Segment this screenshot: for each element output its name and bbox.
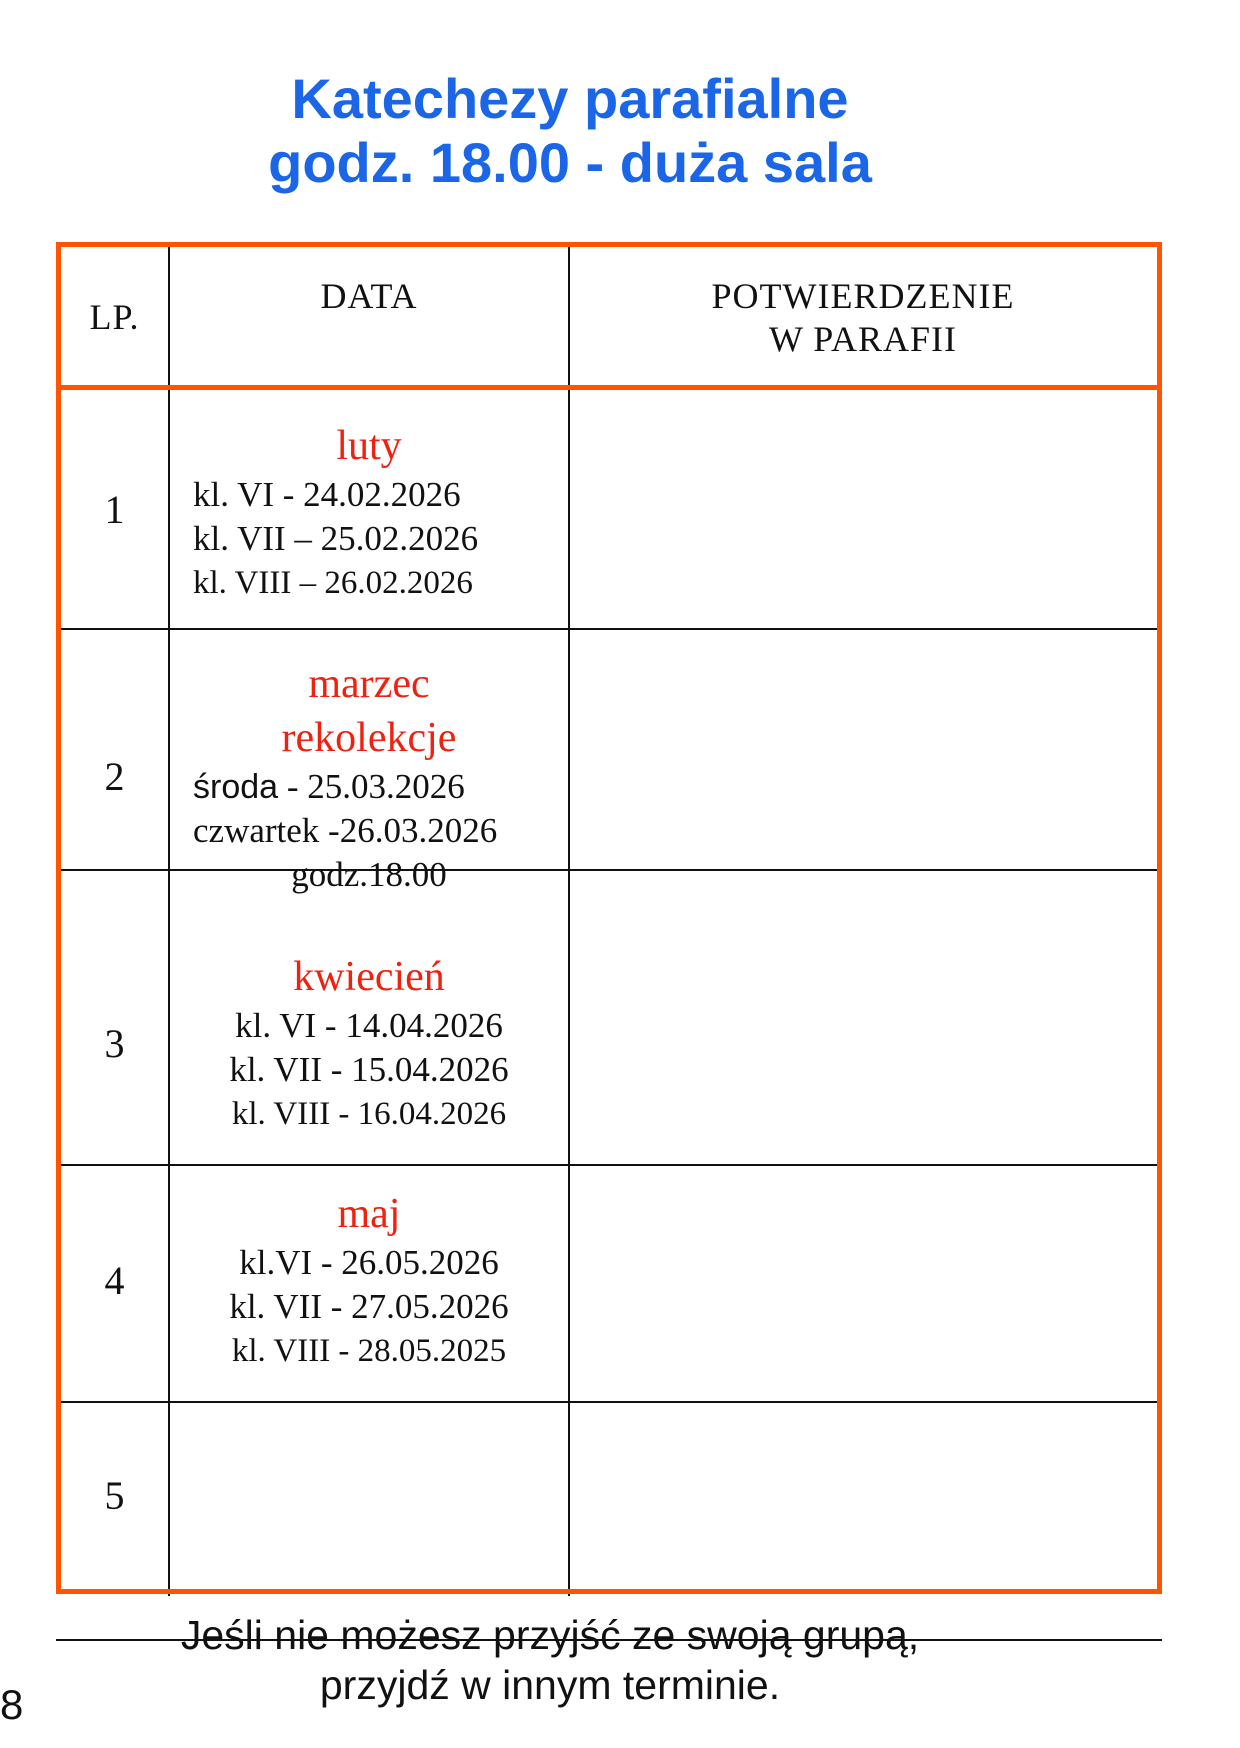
- header-lp-label: LP.: [89, 296, 140, 337]
- row-number-label: 5: [104, 1472, 125, 1518]
- date-line: kl.VI - 26.05.2026: [239, 1243, 499, 1282]
- row-number-label: 2: [104, 754, 125, 799]
- row-confirmation-cell[interactable]: [570, 1162, 1156, 1398]
- row-number: [61, 925, 168, 1161]
- header-data: [170, 247, 568, 387]
- month-label: kwiecień: [293, 954, 445, 1000]
- row-number-label: 4: [104, 1257, 125, 1303]
- row-number-label: 1: [104, 486, 125, 532]
- header-data-label: DATA: [320, 276, 418, 316]
- month-label: marzec: [308, 660, 430, 707]
- row-confirmation-cell[interactable]: [570, 1400, 1156, 1590]
- row-confirmation-cell[interactable]: [570, 925, 1156, 1161]
- header-confirmation: [570, 247, 1156, 387]
- row-number: [61, 630, 168, 923]
- date-line: kl. VII - 27.05.2026: [229, 1287, 509, 1326]
- date-value: - 25.03.2026: [278, 766, 465, 806]
- month-subtitle: rekolekcje: [281, 714, 457, 761]
- date-line: kl. VI - 24.02.2026: [193, 475, 461, 514]
- row-confirmation-cell[interactable]: [570, 630, 1156, 923]
- weekday-label: środa: [193, 767, 279, 806]
- header-confirmation-line-1: POTWIERDZENIE: [711, 276, 1015, 316]
- time-line: godz.18.00: [291, 854, 447, 894]
- row-confirmation-cell[interactable]: [570, 390, 1156, 628]
- header-lp: [61, 247, 168, 387]
- date-line: kl. VIII - 16.04.2026: [231, 1096, 507, 1132]
- date-line: kl. VII - 15.04.2026: [229, 1050, 509, 1089]
- header-confirmation-line-2: W PARAFII: [768, 319, 958, 359]
- row-number: [61, 1400, 168, 1590]
- date-line: czwartek -26.03.2026: [193, 810, 498, 850]
- page-number: 8: [0, 1681, 24, 1728]
- row-date-cell[interactable]: [170, 1400, 568, 1590]
- row-number-label: 3: [104, 1020, 125, 1066]
- date-line: [193, 765, 465, 809]
- date-line: kl. VIII - 28.05.2025: [231, 1333, 507, 1369]
- row-number: [61, 390, 168, 628]
- date-line: kl. VII – 25.02.2026: [193, 519, 479, 558]
- footer-note-line-1: Jeśli nie możesz przyjść ze swoją grupą,: [180, 1612, 920, 1658]
- row-date-cell: [170, 1162, 568, 1398]
- date-line: kl. VI - 14.04.2026: [235, 1006, 503, 1045]
- page-title-line-2: godz. 18.00 - duża sala: [268, 131, 872, 194]
- month-label: maj: [337, 1191, 401, 1237]
- row-date-cell: [170, 925, 568, 1161]
- date-line: kl. VIII – 26.02.2026: [193, 565, 473, 601]
- month-label: luty: [336, 423, 402, 469]
- page-title-line-1: Katechezy parafialne: [291, 67, 849, 130]
- footer-note-line-2: przyjdź w innym terminie.: [319, 1662, 781, 1708]
- row-date-cell: [170, 630, 568, 923]
- row-number: [61, 1162, 168, 1398]
- row-date-cell: [170, 390, 568, 628]
